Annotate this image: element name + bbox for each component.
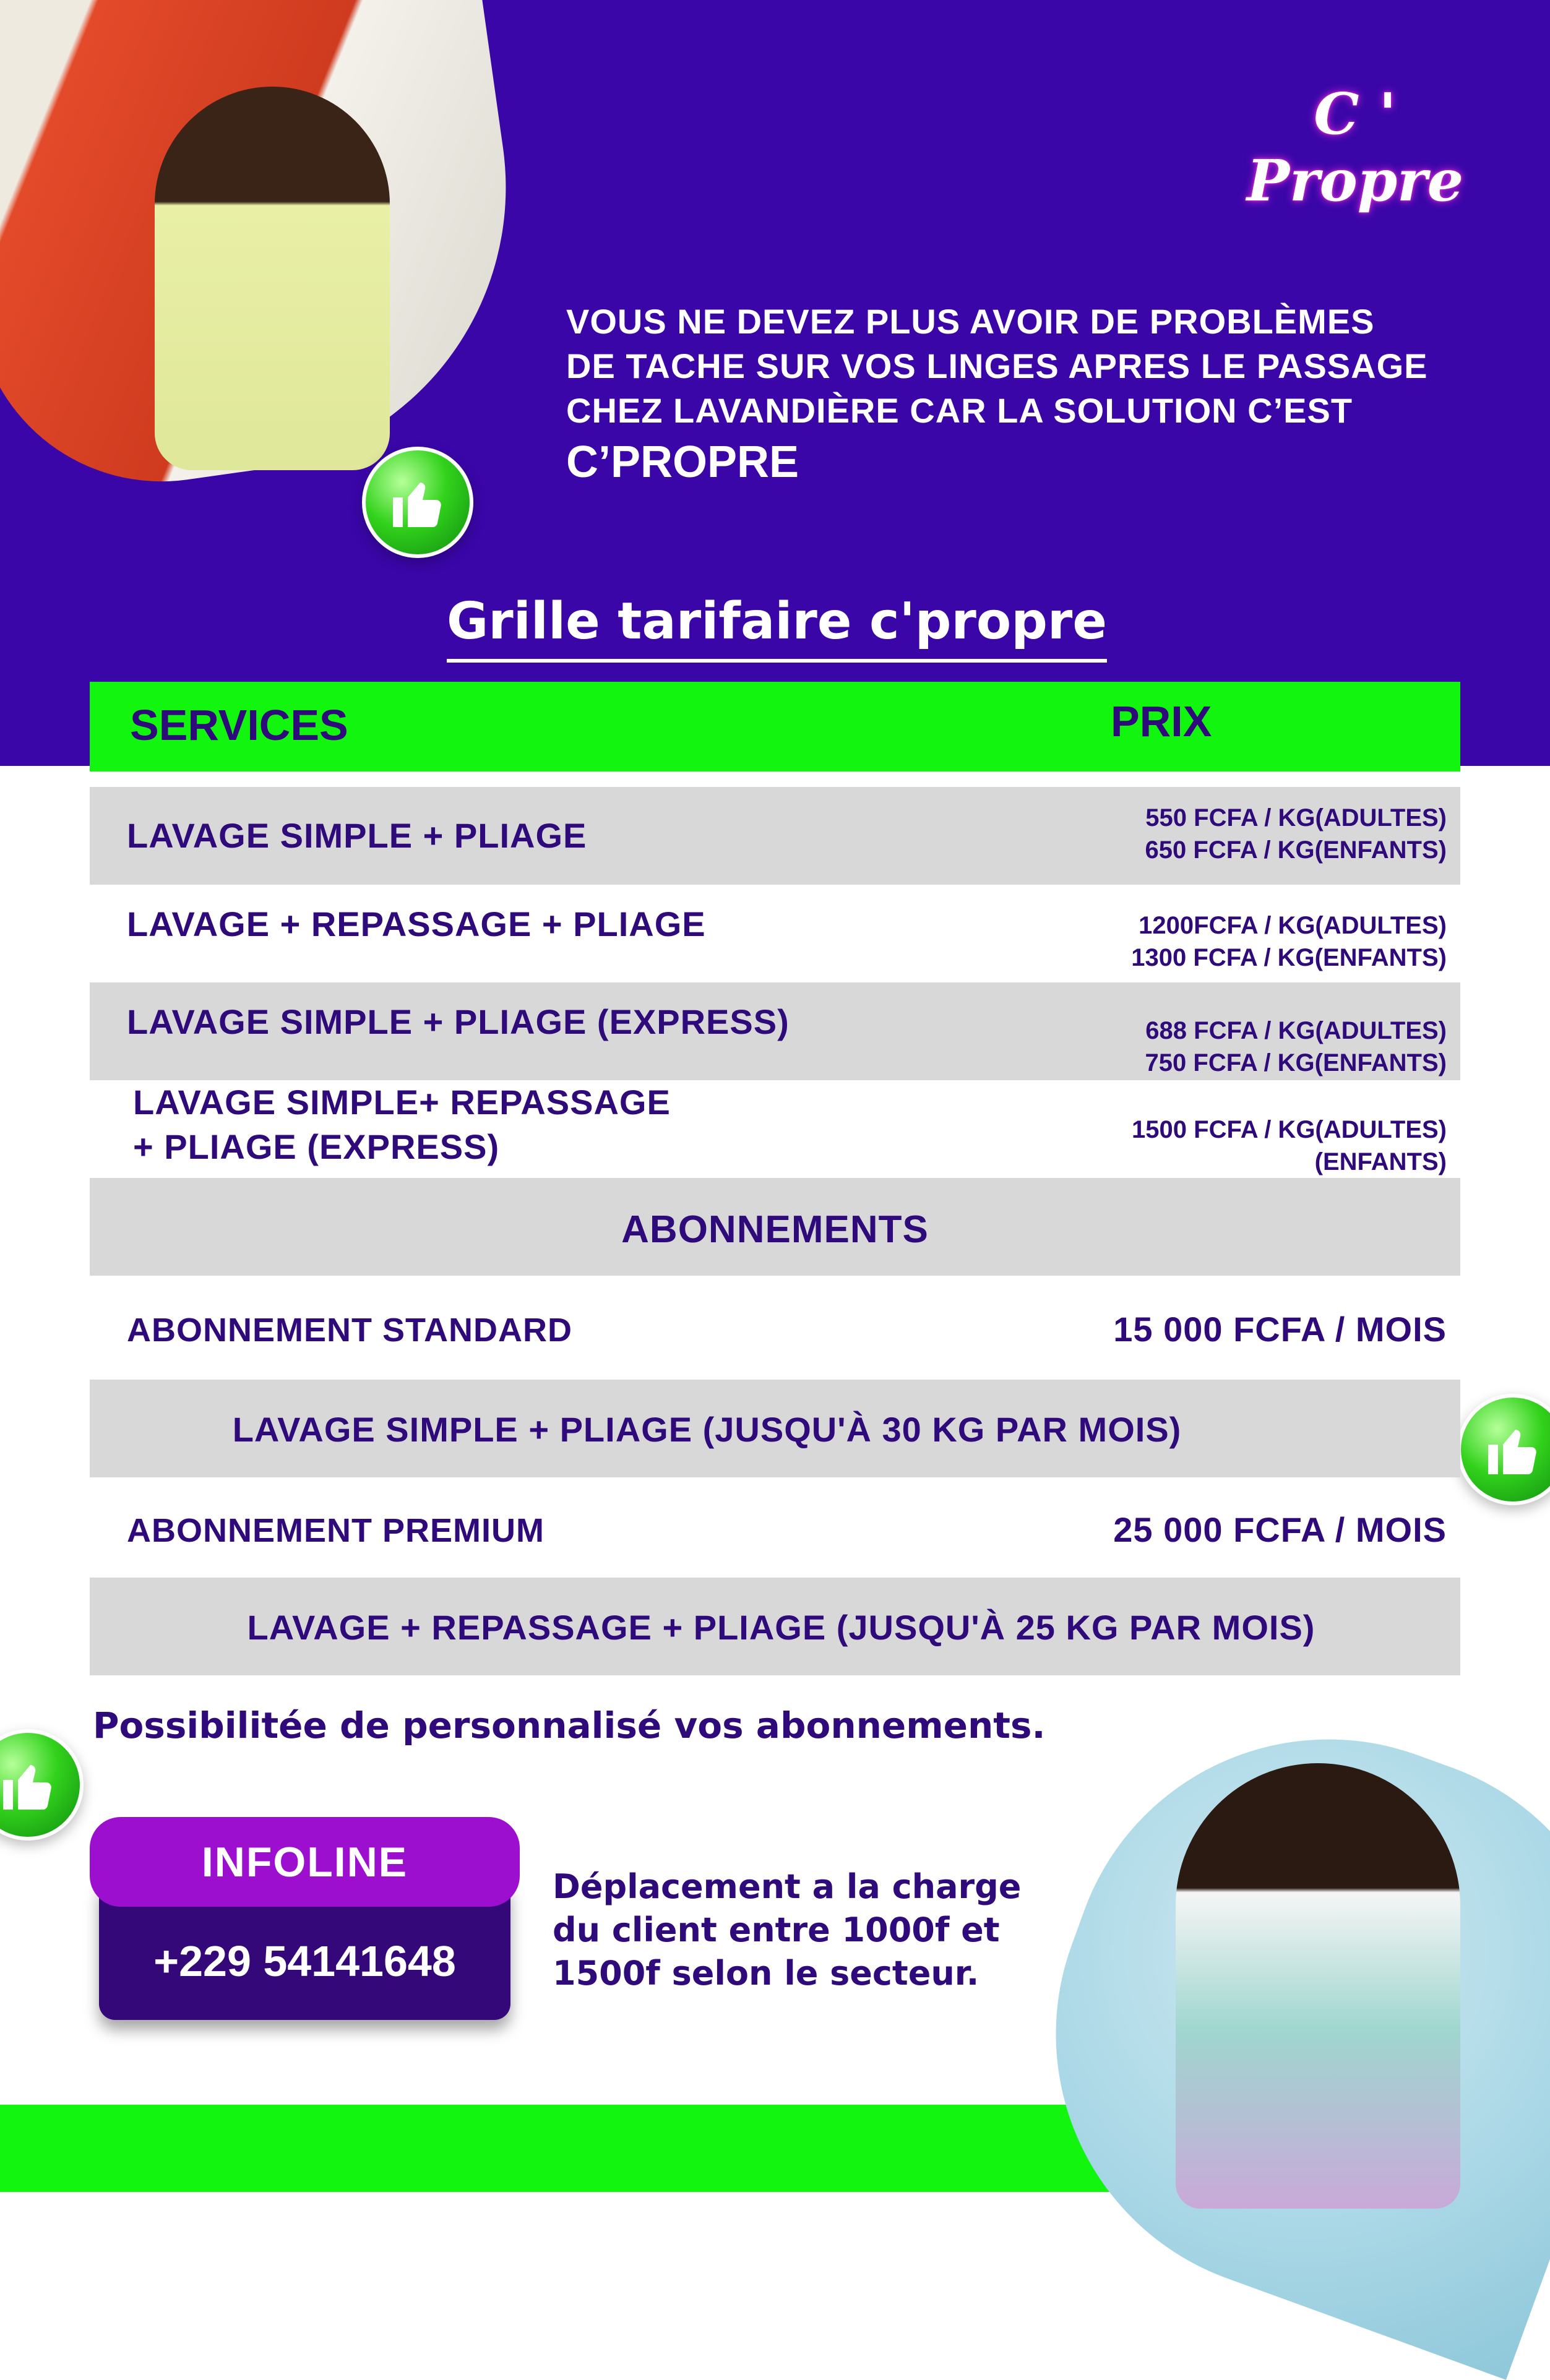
table-header bbox=[90, 682, 1460, 771]
price-adults: 1200FCFA / KG(ADULTES) bbox=[1139, 912, 1447, 939]
subscription-detail-row bbox=[90, 1578, 1460, 1675]
header-services: SERVICES bbox=[130, 701, 348, 749]
price-children: 750 FCFA / KG(ENFANTS) bbox=[1145, 1049, 1447, 1076]
service-price bbox=[1145, 1015, 1447, 1079]
infoline-label: INFOLINE bbox=[90, 1817, 520, 1907]
service-price bbox=[1131, 909, 1447, 974]
subscription-row bbox=[90, 1477, 1460, 1575]
customization-note: Possibilitée de personnalisé vos abonnements. bbox=[93, 1704, 1046, 1746]
service-name-line: + PLIAGE (EXPRESS) bbox=[133, 1127, 500, 1166]
price-grid-title: Grille tarifaire c'propre bbox=[447, 591, 1107, 663]
subscriptions-title: ABONNEMENTS bbox=[621, 1208, 929, 1251]
service-name: LAVAGE SIMPLE + PLIAGE (EXPRESS) bbox=[127, 1002, 790, 1041]
subscription-price: 25 000 FCFA / MOIS bbox=[1113, 1510, 1447, 1549]
travel-line: 1500f selon le secteur. bbox=[553, 1954, 980, 1993]
table-row bbox=[90, 787, 1460, 885]
headline bbox=[566, 299, 1470, 433]
travel-line: Déplacement a la charge bbox=[553, 1867, 1022, 1906]
price-children: 1300 FCFA / KG(ENFANTS) bbox=[1131, 944, 1447, 971]
smiling-man-laundry-photo bbox=[1176, 1763, 1460, 2209]
service-name: LAVAGE SIMPLE + PLIAGE bbox=[127, 816, 587, 855]
price-children: 650 FCFA / KG(ENFANTS) bbox=[1145, 836, 1447, 864]
service-price bbox=[1132, 1114, 1447, 1178]
headline-line: DE TACHE SUR VOS LINGES APRES LE PASSAGE bbox=[566, 346, 1428, 385]
price-adults: 550 FCFA / KG(ADULTES) bbox=[1145, 804, 1447, 831]
man-with-glasses-photo bbox=[155, 87, 390, 470]
subscription-detail-row bbox=[90, 1380, 1460, 1477]
table-row bbox=[90, 885, 1460, 982]
headline-line: VOUS NE DEVEZ PLUS AVOIR DE PROBLÈMES bbox=[566, 302, 1375, 341]
price-adults: 1500 FCFA / KG(ADULTES) bbox=[1132, 1116, 1447, 1143]
subscription-detail: LAVAGE + REPASSAGE + PLIAGE (JUSQU'À 25 KG PAR MOIS) bbox=[247, 1608, 1315, 1647]
subscription-name: ABONNEMENT PREMIUM bbox=[127, 1512, 545, 1549]
thumbs-up-icon bbox=[1457, 1394, 1550, 1505]
travel-fee-note bbox=[553, 1865, 1023, 1995]
subscription-price: 15 000 FCFA / MOIS bbox=[1113, 1310, 1447, 1349]
subscription-row bbox=[90, 1276, 1460, 1373]
subscription-name: ABONNEMENT STANDARD bbox=[127, 1312, 572, 1349]
table-row bbox=[90, 982, 1460, 1080]
subscription-detail: LAVAGE SIMPLE + PLIAGE (JUSQU'À 30 KG PAR MOIS) bbox=[232, 1410, 1182, 1449]
service-price bbox=[1145, 802, 1447, 866]
subscriptions-header bbox=[90, 1178, 1460, 1276]
header-prix: PRIX bbox=[1111, 697, 1212, 745]
service-name bbox=[133, 1080, 671, 1169]
thumbs-up-icon bbox=[362, 447, 473, 558]
service-name-line: LAVAGE SIMPLE+ REPASSAGE bbox=[133, 1083, 671, 1122]
infoline-phone[interactable]: +229 54141648 bbox=[153, 1937, 456, 1985]
table-row bbox=[90, 1080, 1460, 1178]
price-children: (ENFANTS) bbox=[1314, 1148, 1447, 1175]
thumbs-up-icon bbox=[0, 1729, 84, 1841]
headline-line: CHEZ LAVANDIÈRE CAR LA SOLUTION C’EST bbox=[566, 391, 1353, 430]
price-adults: 688 FCFA / KG(ADULTES) bbox=[1145, 1017, 1447, 1044]
service-name: LAVAGE + REPASSAGE + PLIAGE bbox=[127, 904, 706, 943]
brand-logo: C ' Propre bbox=[1246, 80, 1464, 214]
headline-brand: C’PROPRE bbox=[566, 437, 799, 487]
travel-line: du client entre 1000f et bbox=[553, 1910, 1000, 1949]
